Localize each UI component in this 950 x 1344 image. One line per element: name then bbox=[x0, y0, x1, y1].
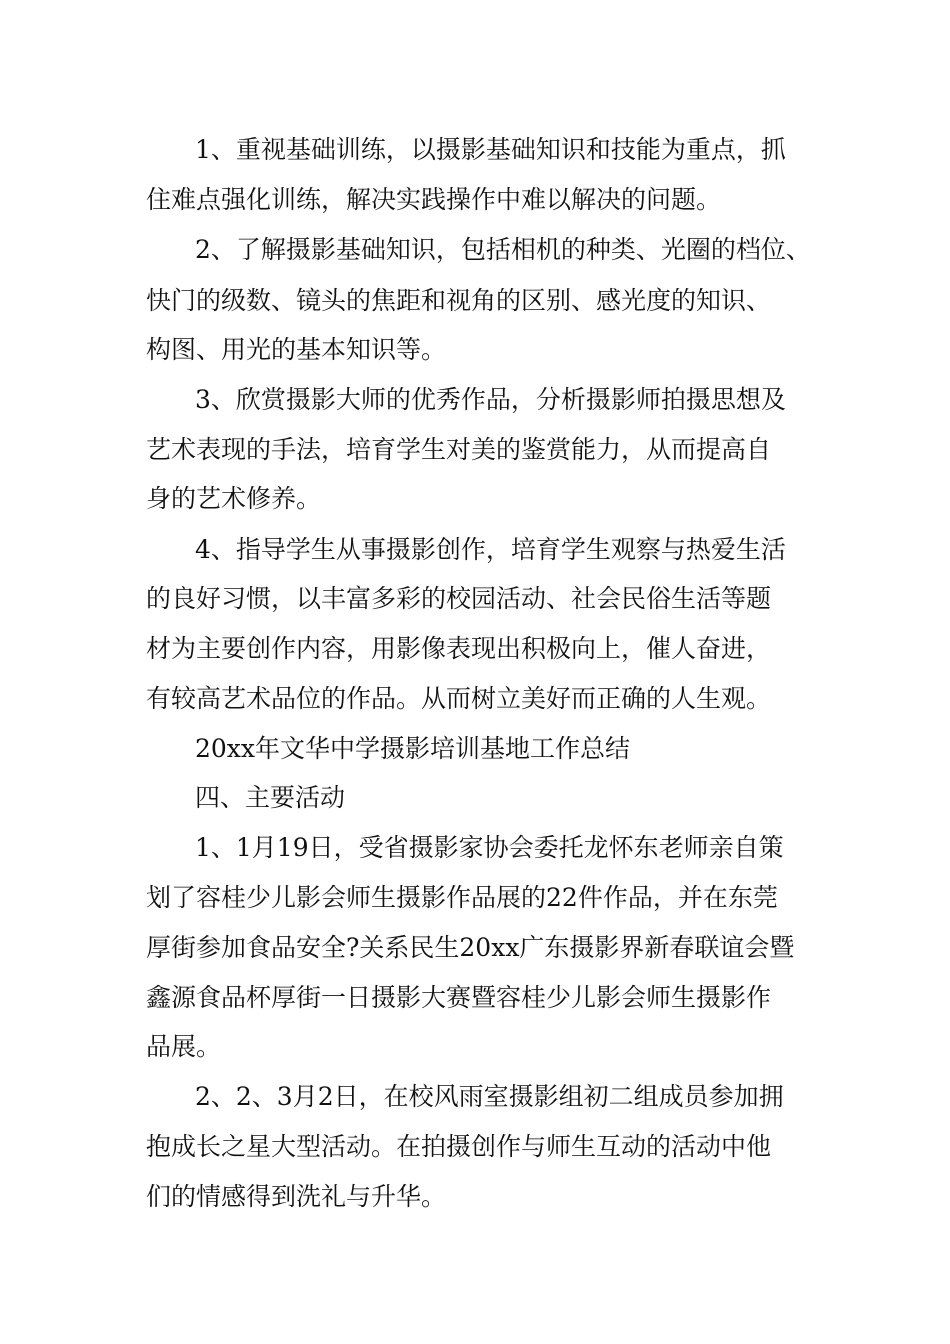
section-heading: 四、主要活动 bbox=[195, 783, 346, 812]
text-line: 3、欣赏摄影大师的优秀作品，分析摄影师拍摄思想及 bbox=[195, 385, 786, 414]
text-line: 鑫源食品杯厚街一日摄影大赛暨容桂少儿影会师生摄影作 bbox=[146, 983, 772, 1012]
text-line: 2、2、3月2日，在校风雨室摄影组初二组成员参加拥 bbox=[195, 1082, 784, 1111]
text-line: 住难点强化训练，解决实践操作中难以解决的问题。 bbox=[146, 185, 722, 214]
text-line: 1、重视基础训练，以摄影基础知识和技能为重点，抓 bbox=[195, 135, 786, 164]
text-line: 艺术表现的手法，培育学生对美的鉴赏能力，从而提高自 bbox=[146, 435, 772, 464]
text-line: 划了容桂少儿影会师生摄影作品展的22件作品，并在东莞 bbox=[146, 883, 778, 912]
text-line: 快门的级数、镜头的焦距和视角的区别、感光度的知识、 bbox=[146, 286, 772, 315]
text-line: 有较高艺术品位的作品。从而树立美好而正确的人生观。 bbox=[146, 684, 772, 713]
text-line: 4、指导学生从事摄影创作，培育学生观察与热爱生活 bbox=[195, 535, 786, 564]
text-line: 品展。 bbox=[146, 1032, 222, 1061]
text-line: 材为主要创作内容，用影像表现出积极向上，催人奋进， bbox=[146, 634, 772, 663]
text-line: 身的艺术修养。 bbox=[146, 484, 322, 513]
text-line: 1、1月19日，受省摄影家协会委托龙怀东老师亲自策 bbox=[195, 833, 784, 862]
text-line: 们的情感得到洗礼与升华。 bbox=[146, 1182, 447, 1211]
text-line: 构图、用光的基本知识等。 bbox=[146, 335, 447, 364]
text-line: 抱成长之星大型活动。在拍摄创作与师生互动的活动中他 bbox=[146, 1132, 772, 1161]
text-line: 厚街参加食品安全?关系民生20xx广东摄影界新春联谊会暨 bbox=[146, 933, 795, 962]
section-title: 20xx年文华中学摄影培训基地工作总结 bbox=[195, 734, 631, 763]
text-line: 2、了解摄影基础知识，包括相机的种类、光圈的档位、 bbox=[195, 235, 811, 264]
text-line: 的良好习惯，以丰富多彩的校园活动、社会民俗生活等题 bbox=[146, 584, 772, 613]
